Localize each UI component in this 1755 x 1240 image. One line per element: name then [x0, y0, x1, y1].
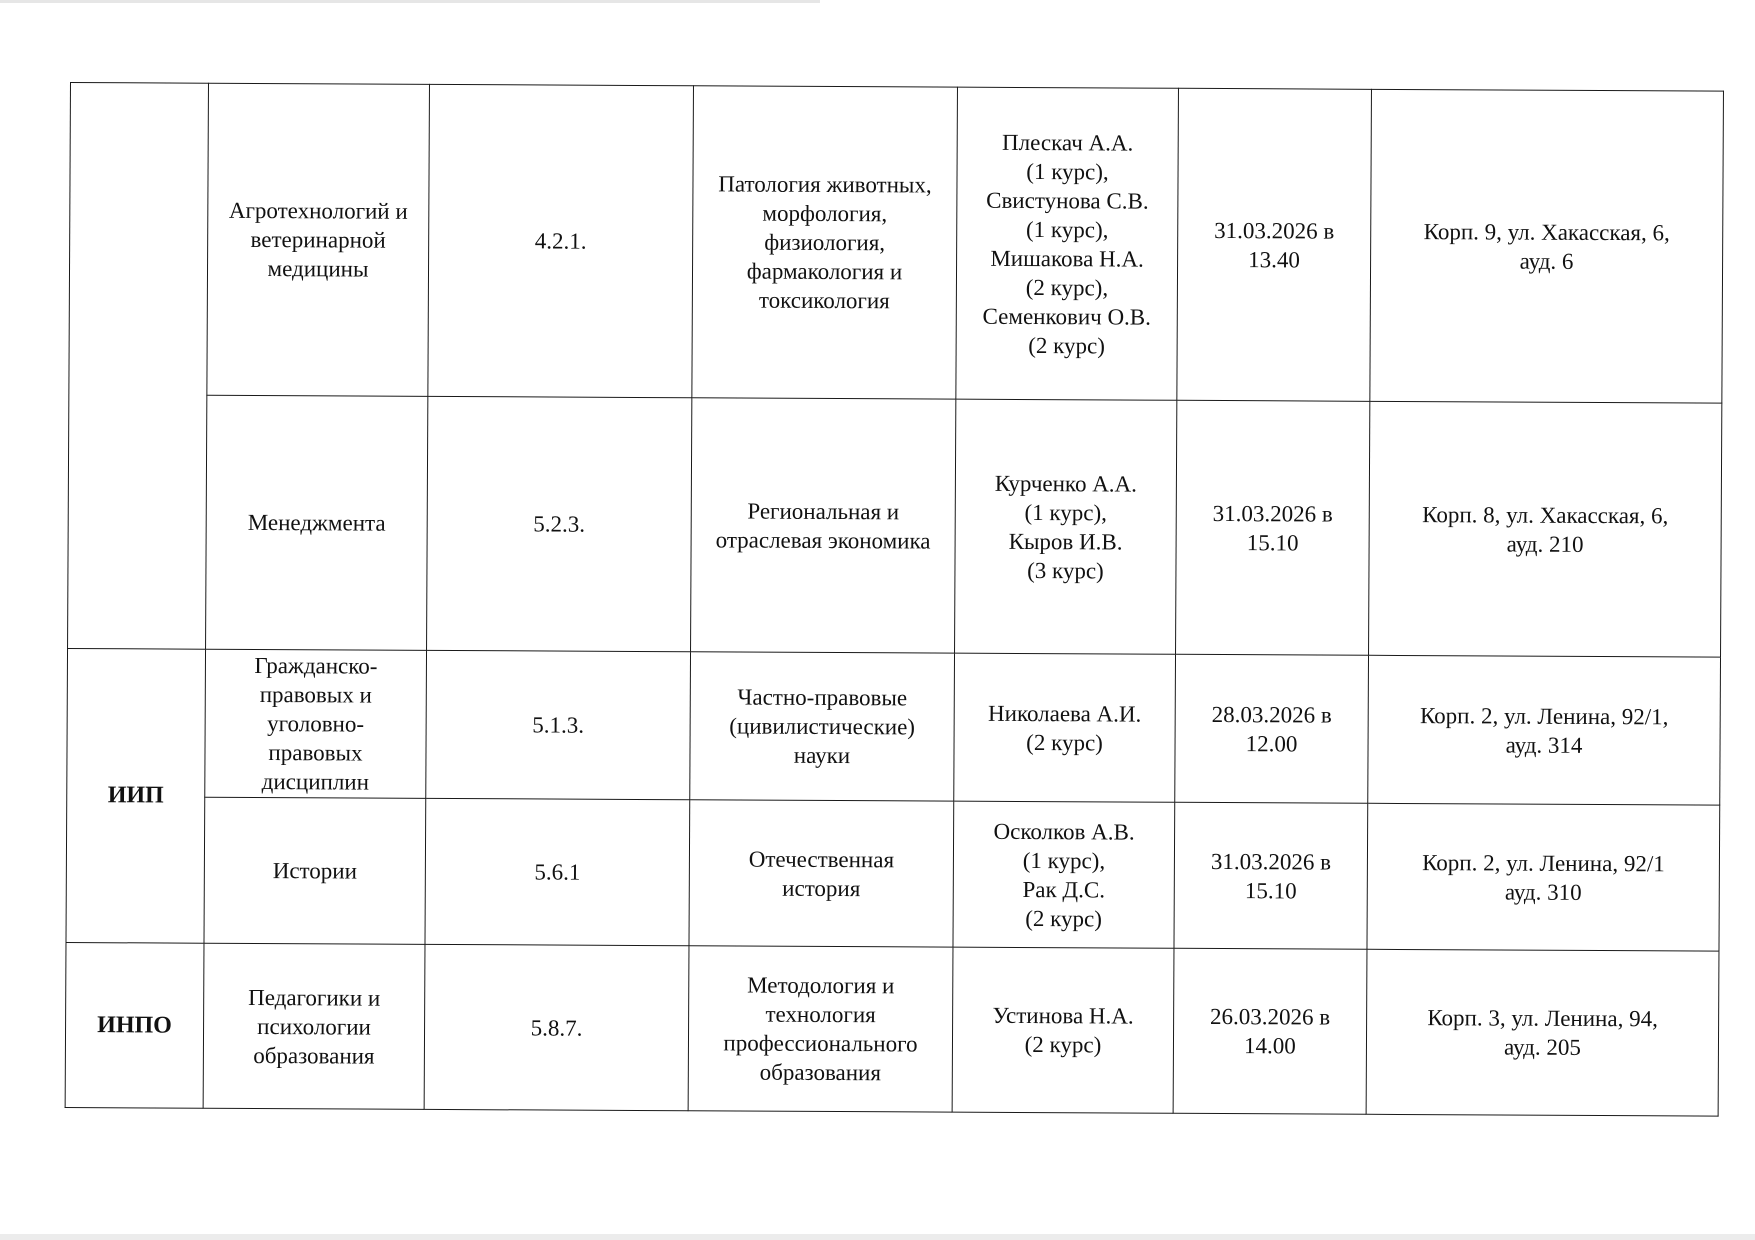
students-cell: Плескач А.А. (1 курс), Свистунова С.В. (1 курс), Мишакова Н.А. (2 курс), Семенкович О.В. (2 курс) — [956, 87, 1179, 400]
location-cell: Корп. 3, ул. Ленина, 94, ауд. 205 — [1366, 949, 1719, 1116]
table-row — [66, 796, 1720, 951]
table-row — [69, 83, 1724, 404]
institute-cell: ИНПО — [65, 942, 204, 1108]
specialty-name-cell: Патология животных, морфология, физиология, фармакология и токсикология — [692, 86, 958, 399]
specialty-code-cell: 5.1.3. — [426, 650, 691, 799]
location-cell: Корп. 2, ул. Ленина, 92/1, ауд. 314 — [1368, 655, 1721, 805]
datetime-cell: 31.03.2026 в 15.10 — [1174, 802, 1368, 949]
specialty-name-cell: Региональная и отраслевая экономика — [691, 398, 956, 653]
location-cell: Корп. 2, ул. Ленина, 92/1 ауд. 310 — [1367, 803, 1720, 951]
institute-cell — [68, 83, 209, 650]
datetime-cell: 31.03.2026 в 13.40 — [1177, 88, 1372, 401]
department-cell: Агротехнологий и ветеринарной медицины — [207, 83, 430, 396]
specialty-code-cell: 5.2.3. — [427, 396, 692, 651]
students-cell: Осколков А.В. (1 курс), Рак Д.С. (2 курс) — [953, 801, 1175, 948]
location-cell: Корп. 8, ул. Хакасская, 6, ауд. 210 — [1369, 401, 1722, 657]
students-cell: Николаева А.И. (2 курс) — [954, 653, 1176, 802]
students-cell: Устинова Н.А. (2 курс) — [952, 947, 1174, 1113]
specialty-code-cell: 5.8.7. — [424, 944, 689, 1110]
location-cell: Корп. 9, ул. Хакасская, 6, ауд. 6 — [1370, 89, 1724, 403]
schedule-table — [65, 82, 1724, 1117]
specialty-code-cell: 4.2.1. — [428, 84, 694, 397]
table-row — [68, 394, 1722, 657]
scan-edge-bottom — [0, 1234, 1755, 1240]
department-cell: Истории — [204, 797, 426, 944]
specialty-name-cell: Отечественная история — [689, 800, 954, 947]
department-cell: Менеджмента — [206, 395, 428, 650]
table-row — [65, 942, 1719, 1116]
table-row — [67, 648, 1721, 805]
institute-cell: ИИП — [66, 648, 206, 943]
datetime-cell: 26.03.2026 в 14.00 — [1173, 948, 1367, 1114]
datetime-cell: 28.03.2026 в 12.00 — [1175, 654, 1369, 803]
specialty-name-cell: Методология и технология профессионального образования — [688, 946, 953, 1112]
students-cell: Курченко А.А. (1 курс), Кыров И.В. (3 курс) — [955, 399, 1177, 654]
datetime-cell: 31.03.2026 в 15.10 — [1176, 400, 1370, 655]
department-cell: Педагогики и психологии образования — [203, 943, 425, 1109]
specialty-code-cell: 5.6.1 — [425, 798, 690, 945]
specialty-name-cell: Частно-правовые (цивилистические) науки — [690, 652, 955, 801]
scan-edge-top — [0, 0, 820, 3]
department-cell: Гражданско- правовых и уголовно- правовых дисциплин — [205, 649, 427, 798]
